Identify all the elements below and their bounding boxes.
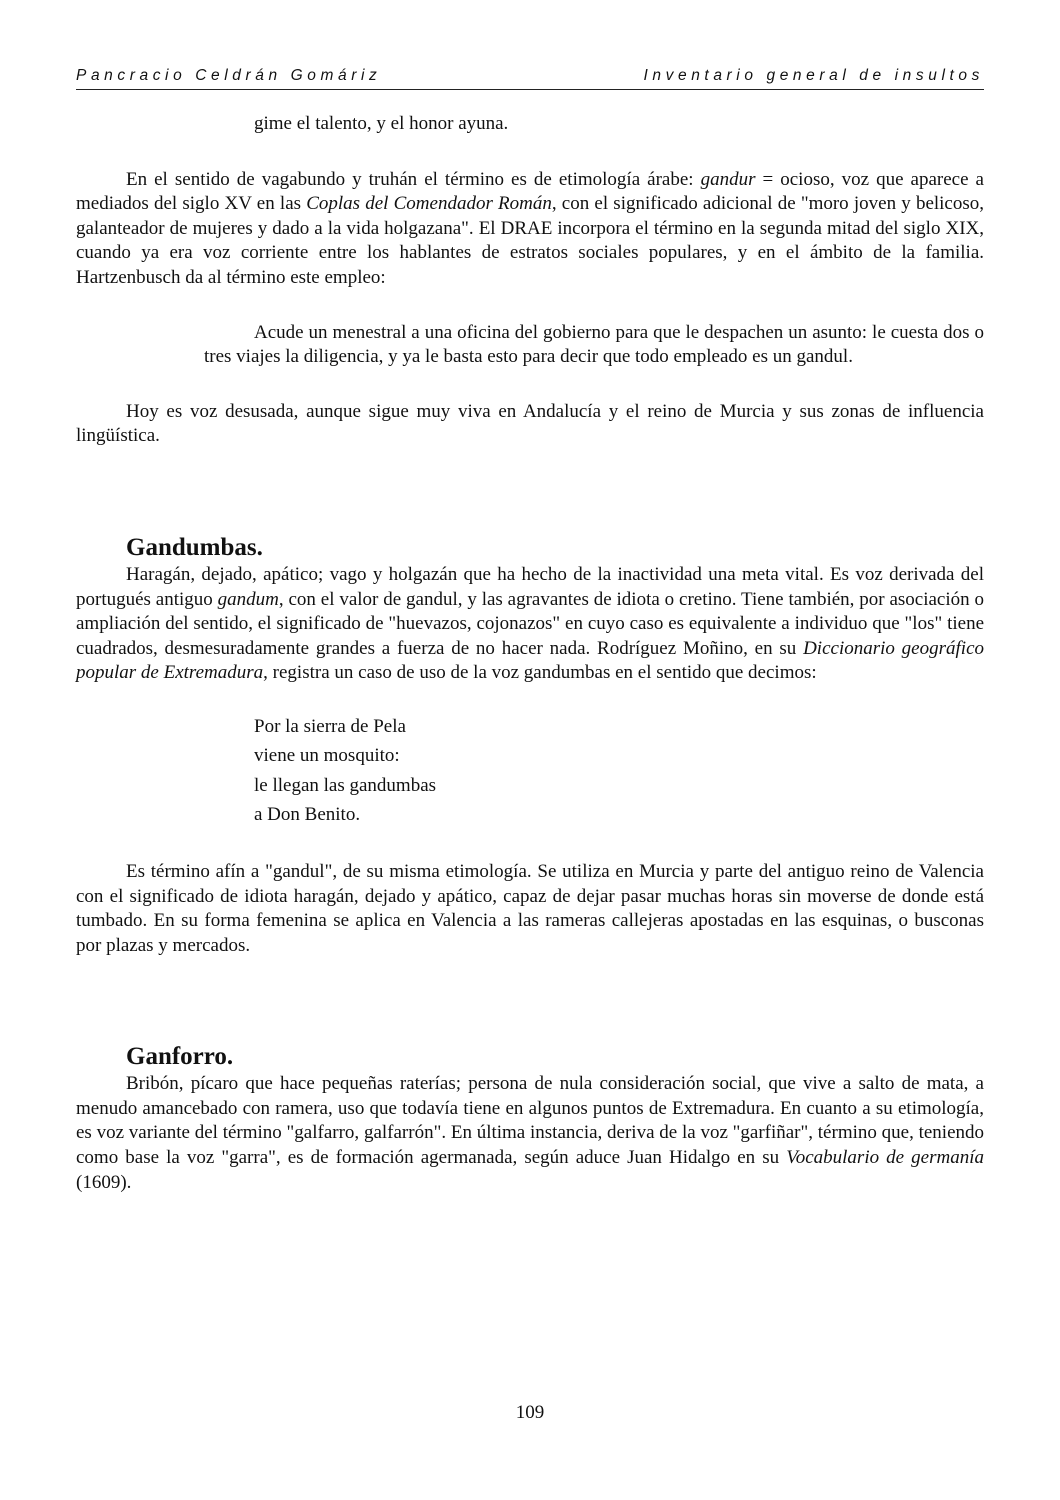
gandumbas-definition-paragraph: Haragán, dejado, apático; vago y holgazán que ha hecho de la inactividad una meta vital. Es voz derivada del portugués antiguo gandum, con el valor de gandul, y las agravantes de idiota o cretino. Tiene también, por asociación o ampliación del sentido, el significado de "huevazos, cojonazos" en cuyo caso es equivalente a individuo que "los" tiene cuadrados, desmesuradamente grandes a fuerza de no hacer nada. Rodríguez Moñino, en su Diccionario geográfico popular de Extremadura, registra un caso de uso de la voz gandumbas en el sentido que decimos: bbox=[76, 563, 984, 684]
italic-work-title: Diccionario geográfico popular de Extremadura bbox=[76, 637, 984, 684]
gandumbas-usage-paragraph: Es término afín a "gandul", de su misma etimología. Se utiliza en Murcia y parte del antiguo reino de Valencia con el significado de idiota haragán, dejado y apático, capaz de dejar pasar muchas horas sin moverse de donde está tumbado. En su forma femenina se aplica en Valencia a las rameras callejeras apostadas en las esquinas, o busconas por plazas y mercados. bbox=[76, 860, 984, 956]
italic-term: gandur bbox=[700, 168, 756, 190]
italic-term: gandum bbox=[217, 588, 279, 610]
gandumbas-verse bbox=[254, 712, 984, 830]
hartzenbusch-quotation: Acude un menestral a una oficina del gobierno para que le despachen un asunto: le cuesta dos o tres viajes la diligencia, y ya le basta esto para decir que todo empleado es un gandul. bbox=[204, 321, 984, 368]
page-content bbox=[76, 112, 984, 1195]
gandul-etymology-paragraph: En el sentido de vagabundo y truhán el término es de etimología árabe: gandur = ocioso, voz que aparece a mediados del siglo XV en las Coplas del Comendador Román, con el significado adicional de "moro joven y belicoso, galanteador de mujeres y dado a la vida holgazana". El DRAE incorpora el término en la segunda mitad del siglo XIX, cuando ya era voz corriente entre los hablantes de estratos sociales populares, y en el ámbito de la familia. Hartzenbusch da al término este empleo: bbox=[76, 168, 985, 288]
italic-work-title: Vocabulario de germanía bbox=[786, 1147, 984, 1169]
ganforro-definition-paragraph: Bribón, pícaro que hace pequeñas raterías; persona de nula consideración social, que vive a salto de mata, a menudo amancebado con ramera, uso que todavía tiene en algunos puntos de Extremadura. En cuanto a su etimología, es voz variante del término "galfarro, galfarrón". En última instancia, deriva de la voz "garfiñar", término que, teniendo como base la voz "garra", es de formación agermanada, según aduce Juan Hidalgo en su Vocabulario de germanía (1609). bbox=[76, 1073, 984, 1193]
verse-line: viene un mosquito: bbox=[254, 745, 400, 767]
verse-line: Por la sierra de Pela bbox=[254, 715, 406, 737]
page-number: 109 bbox=[515, 1402, 545, 1423]
running-header bbox=[76, 67, 984, 90]
verse-line: a Don Benito. bbox=[254, 804, 361, 826]
header-author: Pancracio Celdrán Gomáriz bbox=[76, 67, 382, 84]
entry-heading-ganforro: Ganforro. bbox=[126, 1043, 234, 1071]
verse-line: gime el talento, y el honor ayuna. bbox=[254, 113, 509, 134]
verse-line: le llegan las gandumbas bbox=[254, 774, 437, 796]
italic-work-title: Coplas del Comendador Román bbox=[306, 193, 552, 215]
entry-heading-gandumbas: Gandumbas. bbox=[126, 533, 263, 561]
gandul-usage-paragraph: Hoy es voz desusada, aunque sigue muy viva en Andalucía y el reino de Murcia y sus zonas de influencia lingüística. bbox=[76, 400, 984, 447]
header-book-title: Inventario general de insultos bbox=[643, 67, 984, 84]
